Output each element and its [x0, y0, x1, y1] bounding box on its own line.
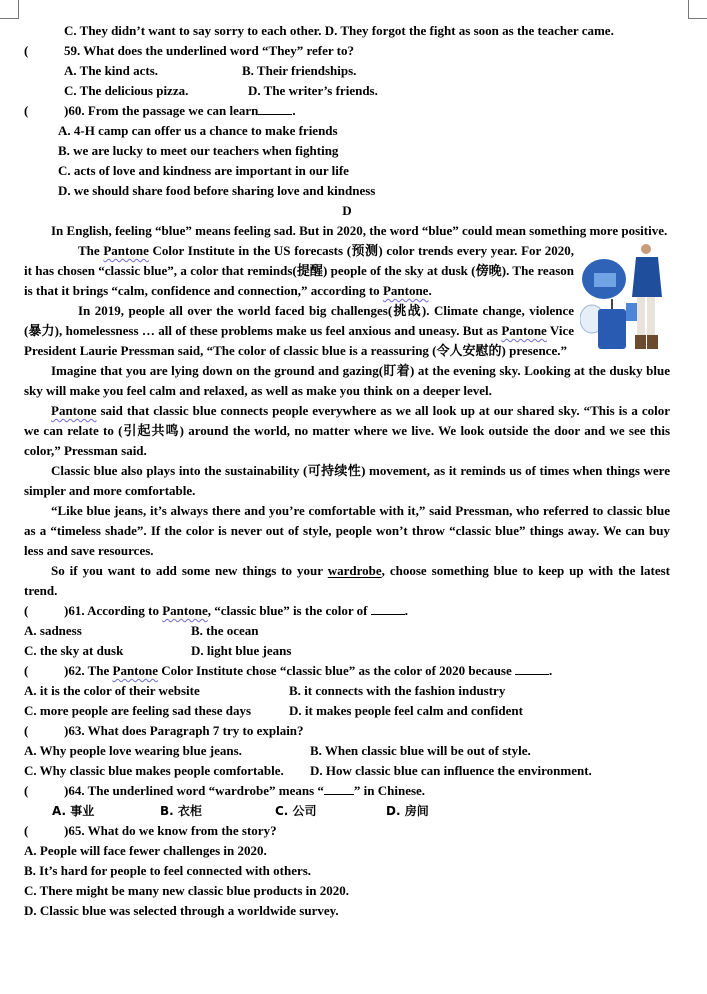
q60-stem: ( )60. From the passage we can learn . [24, 101, 670, 121]
passage-paragraph-8: So if you want to add some new things to your wardrobe, choose something blue to keep up with the latest trend. [24, 563, 670, 598]
passage-paragraph-4: Imagine that you are lying down on the ground and gazing(盯着) at the evening sky. Looking at the dusky blue sky will make you feel calm and relaxed, as well as make you think on a deeper level. [24, 363, 670, 398]
q60-option-c: C. acts of love and kindness are important in our life [58, 163, 349, 178]
q65-stem: ( )65. What do we know from the story? [24, 821, 670, 841]
q61-options-ab: A. sadness B. the ocean [24, 623, 259, 638]
passage-paragraph-5: Pantone said that classic blue connects people everywhere as we all look up at our shared sky. “This is a color we can relate to (引起共鸣) around the world, no matter where we live. We look outside the door and we see this color,” Pressman said. [24, 403, 670, 458]
answer-blank[interactable] [515, 661, 549, 675]
q59-stem: ( 59. What does the underlined word “They” refer to? [24, 41, 670, 61]
q64-options: A. 事业 B. 衣柜 C. 公司 D. 房间 [52, 804, 429, 818]
q60-option-a: A. 4-H camp can offer us a chance to make friends [58, 123, 338, 138]
q62-options-cd: C. more people are feeling sad these days D. it makes people feel calm and confident [24, 703, 523, 718]
answer-blank[interactable] [324, 781, 354, 795]
answer-blank[interactable] [258, 101, 292, 115]
answer-blank[interactable] [371, 601, 405, 615]
answer-paren[interactable]: ( [24, 723, 29, 738]
answer-paren[interactable]: ( [24, 103, 29, 118]
answer-paren[interactable]: ( [24, 783, 29, 798]
q65-option-d: D. Classic blue was selected through a worldwide survey. [24, 903, 339, 918]
wardrobe-word: wardrobe [327, 563, 382, 578]
q60-option-b: B. we are lucky to meet our teachers when fighting [58, 143, 339, 158]
answer-paren[interactable]: ( [24, 603, 29, 618]
pantone-word: Pantone [103, 243, 149, 258]
q61-options-cd: C. the sky at dusk D. light blue jeans [24, 643, 292, 658]
crop-mark-top-left [0, 0, 19, 19]
q65-option-a: A. People will face fewer challenges in 2020. [24, 843, 267, 858]
q60-option-d: D. we should share food before sharing love and kindness [58, 183, 376, 198]
passage-paragraph-2: The Pantone Color Institute in the US forecasts (预测) color trends every year. For 2020, it has chosen “classic blue”, a color that reminds(提醒) people of the sky at dusk (傍晚). The reason is that it brings “calm, confidence and connection,” according to Pantone. [24, 243, 574, 298]
passage-paragraph-6: Classic blue also plays into the sustainability (可持续性) movement, as it reminds us of times when things were simpler and more comfortable. [24, 463, 670, 498]
q64-stem: ( )64. The underlined word “wardrobe” means “ ” in Chinese. [24, 781, 670, 801]
q58-option-cd: C. They didn’t want to say sorry to each other. D. They forgot the fight as soon as the teacher came. [64, 23, 614, 38]
passage-paragraph-3: In 2019, people all over the world faced big challenges(挑战). Climate change, violence (暴力), homelessness … all of these problems make us feel anxious and uneasy. But as Pantone Vice President Laurie Pressman said, “The color of classic blue is a reassuring (令人安慰的) presence.” [24, 303, 574, 358]
exam-page [24, 21, 670, 921]
q59-options-ab: A. The kind acts. B. Their friendships. [64, 63, 357, 78]
passage-paragraph-1: In English, feeling “blue” means feeling sad. But in 2020, the word “blue” could mean something more positive. [51, 223, 668, 238]
q61-stem: ( )61. According to Pantone, “classic blue” is the color of . [24, 601, 670, 621]
section-heading: D [342, 203, 352, 218]
q63-stem: ( )63. What does Paragraph 7 try to explain? [24, 721, 670, 741]
q63-options-ab: A. Why people love wearing blue jeans. B. When classic blue will be out of style. [24, 743, 531, 758]
q63-options-cd: C. Why classic blue makes people comfortable. D. How classic blue can influence the environment. [24, 763, 592, 778]
q65-option-b: B. It’s hard for people to feel connected with others. [24, 863, 312, 878]
q62-options-ab: A. it is the color of their website B. it connects with the fashion industry [24, 683, 506, 698]
q65-option-c: C. There might be many new classic blue products in 2020. [24, 883, 350, 898]
q59-options-cd: C. The delicious pizza. D. The writer’s friends. [64, 83, 378, 98]
q62-stem: ( )62. The Pantone Color Institute chose “classic blue” as the color of 2020 because . [24, 661, 670, 681]
answer-paren[interactable]: ( [24, 43, 29, 58]
answer-paren[interactable]: ( [24, 663, 29, 678]
passage-paragraph-7: “Like blue jeans, it’s always there and you’re comfortable with it,” said Pressman, who referred to classic blue as a “timeless shade”. If the color is never out of style, people won’t throw “classic blue” things away. We can buy less and save resources. [24, 503, 670, 558]
fashion-photo-image [580, 239, 672, 357]
answer-paren[interactable]: ( [24, 823, 29, 838]
crop-mark-top-right [688, 0, 707, 19]
